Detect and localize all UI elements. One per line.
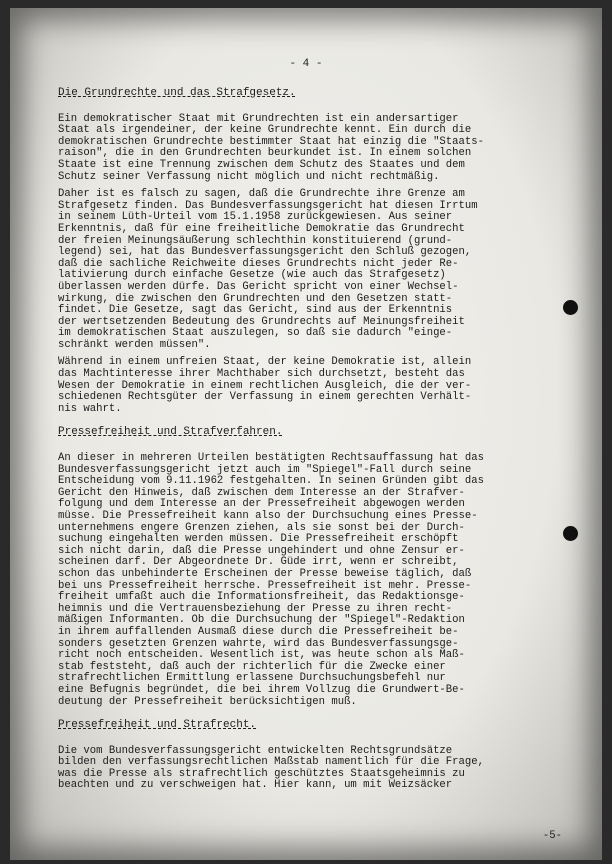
text-line: das Machtinteresse ihrer Machthaber sich durchsetzt, besteht das	[58, 368, 465, 381]
section-heading: Die Grundrechte und das Strafgesetz.	[58, 87, 296, 99]
text-line: freiheit umfaßt auch die Informationsfreiheit, das Redaktionsge-	[58, 591, 465, 604]
text-line: heimnis und die Vertrauensbeziehung der Presse zu ihren recht-	[58, 602, 453, 615]
paragraph	[58, 453, 578, 708]
text-line: überlassen werden dürfe. Das Gericht spricht von einer Wechsel-	[58, 280, 459, 293]
text-line: Schutz seiner Verfassung nicht möglich und nicht rechtmäßig.	[58, 170, 440, 183]
text-line: Strafgesetz finden. Das Bundesverfassungsgericht hat diesen Irrtum	[58, 199, 478, 212]
text-line: im demokratischen Staat auszulegen, so daß sie dadurch "einge-	[58, 327, 453, 340]
text-line: stab feststeht, daß auch der richterlich für die Zwecke einer	[58, 660, 446, 673]
paragraph	[58, 189, 578, 351]
text-line: schon das unbehinderte Erscheinen der Presse beweise täglich, daß	[58, 567, 472, 580]
text-line: schränkt werden müssen".	[58, 338, 211, 351]
text-line: wirkung, die zwischen den Grundrechten und den Gesetzen statt-	[58, 292, 453, 305]
text-line: in seinem Lüth-Urteil vom 15.1.1958 zurückgewiesen. Aus seiner	[58, 211, 453, 224]
section-heading: Pressefreiheit und Strafverfahren.	[58, 426, 283, 439]
text-line: mäßigen Informanten. Ob die Durchsuchung der "Spiegel"-Redaktion	[58, 614, 465, 627]
punch-hole	[563, 526, 578, 541]
text-line: Die vom Bundesverfassungsgericht entwickelten Rechtsgrundsätze	[58, 744, 453, 757]
text-line: strafrechtlichen Ermittlung erlassene Durchsuchungsbefehl nur	[58, 672, 446, 685]
text-line: raison", die in den Grundrechten beurkundet ist. In einem solchen	[58, 147, 472, 160]
text-line: sich nicht darin, daß die Presse ungehindert und ohne Zensur er-	[58, 544, 465, 557]
text-line: bilden den verfassungsrechtlichen Maßstab namentlich für die Frage,	[58, 756, 484, 769]
text-line: sonders gesetzten Grenzen wahrte, wird das Bundesverfassungsge-	[58, 637, 459, 650]
text-line: Staat als irgendeiner, der keine Grundrechte kennt. Ein durch die	[58, 124, 472, 137]
text-line: schiedenen Rechtsgüter der Verfassung in einem gerechten Verhält-	[58, 391, 472, 404]
text-line: bei uns Pressefreiheit herrsche. Pressefreiheit ist mehr. Presse-	[58, 579, 472, 592]
text-line: Bundesverfassungsgericht jetzt auch im "Spiegel"-Fall durch seine	[58, 463, 472, 476]
text-line: daß die sachliche Reichweite dieses Grundrechts nicht jeder Re-	[58, 257, 459, 270]
text-line: Gericht den Hinweis, daß zwischen dem Interesse an der Strafver-	[58, 486, 465, 499]
document-page	[10, 8, 602, 860]
punch-hole	[563, 300, 578, 315]
text-line: eine Befugnis begründet, die bei ihrem Vollzug die Grundwert-Be-	[58, 683, 465, 696]
text-line: was die Presse als strafrechtlich geschütztes Staatsgeheimnis zu	[58, 767, 465, 780]
paragraph	[58, 746, 578, 792]
text-line: in ihrem auffallenden Ausmaß diese durch die Pressefreiheit be-	[58, 625, 459, 638]
text-line: der wertsetzenden Bedeutung des Grundrechts auf Meinungsfreiheit	[58, 315, 465, 328]
text-line: der freien Meinungsäußerung schlechthin konstituierend (grund-	[58, 234, 453, 247]
text-line: Staate ist eine Trennung zwischen dem Schutz des Staates und dem	[58, 158, 465, 171]
text-line: nis wahrt.	[58, 402, 122, 415]
text-line: lativierung durch einfache Gesetze (wie auch das Strafgesetz)	[58, 269, 446, 282]
text-line: An dieser in mehreren Urteilen bestätigten Rechtsauffassung hat das	[58, 452, 484, 465]
text-line: findet. Die Gesetze, sagt das Gericht, sind aus der Erkenntnis	[58, 304, 453, 317]
text-line: deutung der Pressefreiheit berücksichtigen muß.	[58, 695, 357, 708]
text-line: Während in einem unfreien Staat, der keine Demokratie ist, allein	[58, 356, 472, 369]
section-heading: Pressefreiheit und Strafrecht.	[58, 719, 257, 732]
text-line: Daher ist es falsch zu sagen, daß die Grundrechte ihre Grenze am	[58, 188, 465, 201]
paragraph	[58, 357, 578, 415]
text-line: folgung und dem Interesse an der Pressefreiheit abgewogen werden	[58, 498, 465, 511]
document-body	[58, 88, 578, 798]
text-line: Ein demokratischer Staat mit Grundrechten ist ein andersartiger	[58, 112, 459, 125]
text-line: Erkenntnis, daß für eine freiheitliche Demokratie das Grundrecht	[58, 222, 465, 235]
paragraph	[58, 114, 578, 184]
text-line: suchung eingehalten werden müssen. Die Pressefreiheit erschöpft	[58, 533, 459, 546]
text-line: demokratischen Grundrechte bestimmter Staat hat einzig die "Staats-	[58, 135, 484, 148]
text-line: beachten und zu verschweigen hat. Hier kann, um mit Weizsäcker	[58, 779, 453, 792]
text-line: unternehmens engere Grenzen ziehen, als sie sonst bei der Durch-	[58, 521, 465, 534]
text-line: Entscheidung vom 9.11.1962 festgehalten. In seinen Gründen gibt das	[58, 475, 484, 488]
text-line: müsse. Die Pressefreiheit kann also der Durchsuchung eines Presse-	[58, 510, 478, 522]
text-line: richt noch entscheiden. Wesentlich ist, was heute schon als Maß-	[58, 649, 465, 662]
next-page-marker: -5-	[542, 830, 562, 842]
text-line: scheinen darf. Der Abgeordnete Dr. Güde irrt, wenn er schreibt,	[58, 556, 459, 569]
page-number: - 4 -	[289, 58, 323, 70]
text-line: Wesen der Demokratie in einem rechtlichen Ausgleich, die der ver-	[58, 379, 472, 392]
text-line: legend) sei, hat das Bundesverfassungsgericht den Schluß gezogen,	[58, 246, 472, 259]
